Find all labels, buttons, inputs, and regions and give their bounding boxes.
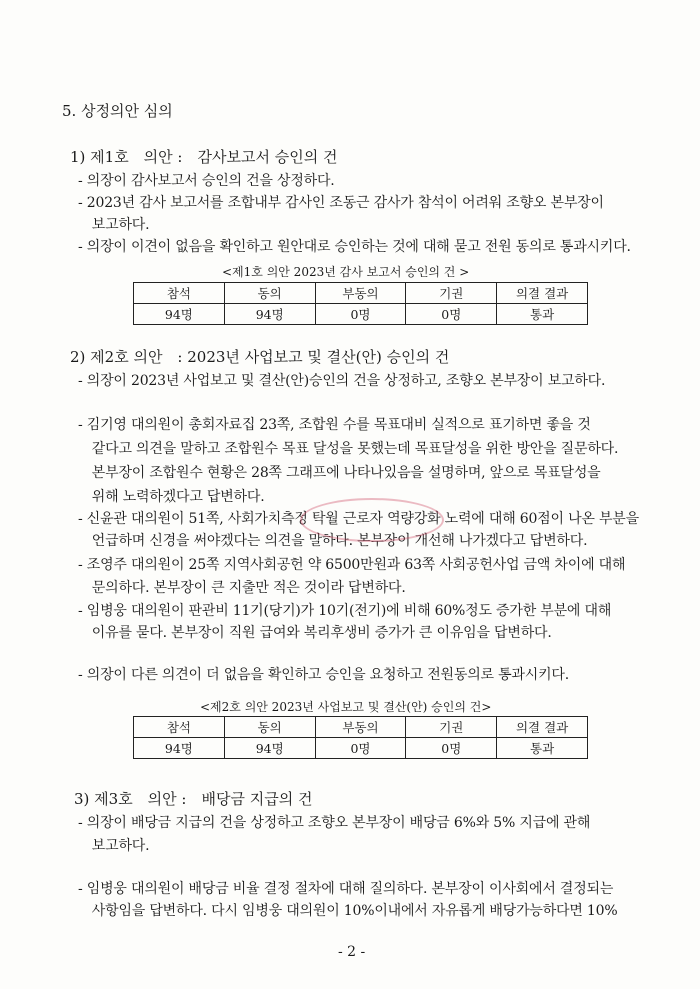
agenda2-line: 본부장이 조합원수 현황은 28쪽 그래프에 나타나있음을 설명하며, 앞으로 목표달성을 [78, 465, 601, 481]
table-row [134, 304, 588, 325]
table-row [134, 738, 588, 759]
agenda1-table-caption: <제1호 의안 2023년 감사 보고서 승인의 건 > [222, 265, 470, 279]
seal-stamp [300, 498, 444, 542]
header-cell: 의결 결과 [497, 717, 588, 738]
agenda2-table-caption: <제2호 의안 2023년 사업보고 및 결산(안) 승인의 건> [200, 700, 492, 714]
value-cell: 0명 [406, 738, 497, 759]
value-cell: 94명 [224, 738, 315, 759]
header-cell: 동의 [224, 717, 315, 738]
agenda1-vote-table [133, 282, 588, 325]
value-cell: 94명 [134, 738, 225, 759]
table-header-row [134, 717, 588, 738]
agenda2-line: - 조영주 대의원이 25쪽 지역사회공헌 약 6500만원과 63쪽 사회공헌사업 금액 차이에 대해 [78, 557, 626, 573]
agenda1-line: - 2023년 감사 보고서를 조합내부 감사인 조동근 감사가 참석이 어려워 조향오 본부장이 [78, 195, 604, 211]
value-cell: 94명 [134, 304, 225, 325]
agenda2-line: - 의장이 다른 의견이 더 없음을 확인하고 승인을 요청하고 전원동의로 통과시키다. [78, 667, 569, 683]
page-number: - 2 - [338, 944, 366, 960]
value-cell: 0명 [406, 304, 497, 325]
value-cell: 94명 [224, 304, 315, 325]
agenda2-line: - 임병웅 대의원이 판관비 11기(당기)가 10기(전기)에 비해 60%정도 증가한 부분에 대해 [78, 603, 612, 619]
agenda2-line: 문의하다. 본부장이 큰 지출만 적은 것이라 답변하다. [78, 580, 406, 596]
header-cell: 의결 결과 [497, 283, 588, 304]
header-cell: 부동의 [315, 717, 406, 738]
table-header-row [134, 283, 588, 304]
agenda2-line: 같다고 의견을 말하고 조합원수 목표 달성을 못했는데 목표달성을 위한 방안을 질문하다. [78, 441, 619, 457]
agenda1-line: - 의장이 감사보고서 승인의 건을 상정하다. [78, 173, 335, 189]
agenda2-line: 위해 노력하겠다고 답변하다. [78, 489, 265, 505]
agenda2-title: 2) 제2호 의안 : 2023년 사업보고 및 결산(안) 승인의 건 [70, 348, 450, 366]
section-title: 5. 상정의안 심의 [62, 102, 173, 120]
agenda2-line: - 신윤관 대의원이 51쪽, 사회가치측정 탁월 근로자 역량강화 노력에 대해 60점이 나온 부분을 [78, 511, 639, 527]
header-cell: 기권 [406, 283, 497, 304]
agenda2-line: - 의장이 2023년 사업보고 및 결산(안)승인의 건을 상정하고, 조향오 본부장이 보고하다. [78, 373, 606, 389]
header-cell: 기권 [406, 717, 497, 738]
agenda2-line: 이유를 묻다. 본부장이 직원 급여와 복리후생비 증가가 큰 이유임을 답변하다. [78, 625, 552, 641]
header-cell: 참석 [134, 283, 225, 304]
value-cell: 0명 [315, 738, 406, 759]
value-cell: 0명 [315, 304, 406, 325]
agenda1-line: - 의장이 이견이 없음을 확인하고 원안대로 승인하는 것에 대해 묻고 전원 동의로 통과시키다. [78, 239, 631, 255]
agenda1-title: 1) 제1호 의안 : 감사보고서 승인의 건 [70, 148, 338, 166]
agenda3-line: 사항임을 답변하다. 다시 임병웅 대의원이 10%이내에서 자유롭게 배당가능하다면 10% [78, 903, 618, 919]
header-cell: 참석 [134, 717, 225, 738]
agenda2-vote-table [133, 716, 588, 759]
value-cell: 통과 [497, 304, 588, 325]
agenda3-line: - 임병웅 대의원이 배당금 비율 결정 절차에 대해 질의하다. 본부장이 이사회에서 결정되는 [78, 881, 614, 897]
agenda3-line: 보고하다. [78, 838, 150, 854]
value-cell: 통과 [497, 738, 588, 759]
agenda2-line: 언급하며 신경을 써야겠다는 의견을 말하다. 본부장이 개선해 나가겠다고 답변하다. [78, 533, 588, 549]
agenda3-line: - 의장이 배당금 지급의 건을 상정하고 조향오 본부장이 배당금 6%와 5% 지급에 관해 [78, 815, 591, 831]
agenda3-title: 3) 제3호 의안 : 배당금 지급의 건 [74, 790, 313, 808]
header-cell: 부동의 [315, 283, 406, 304]
agenda2-line: - 김기영 대의원이 총회자료집 23쪽, 조합원 수를 목표대비 실적으로 표기하면 좋을 것 [78, 417, 591, 433]
header-cell: 동의 [224, 283, 315, 304]
agenda1-line: 보고하다. [78, 217, 150, 233]
